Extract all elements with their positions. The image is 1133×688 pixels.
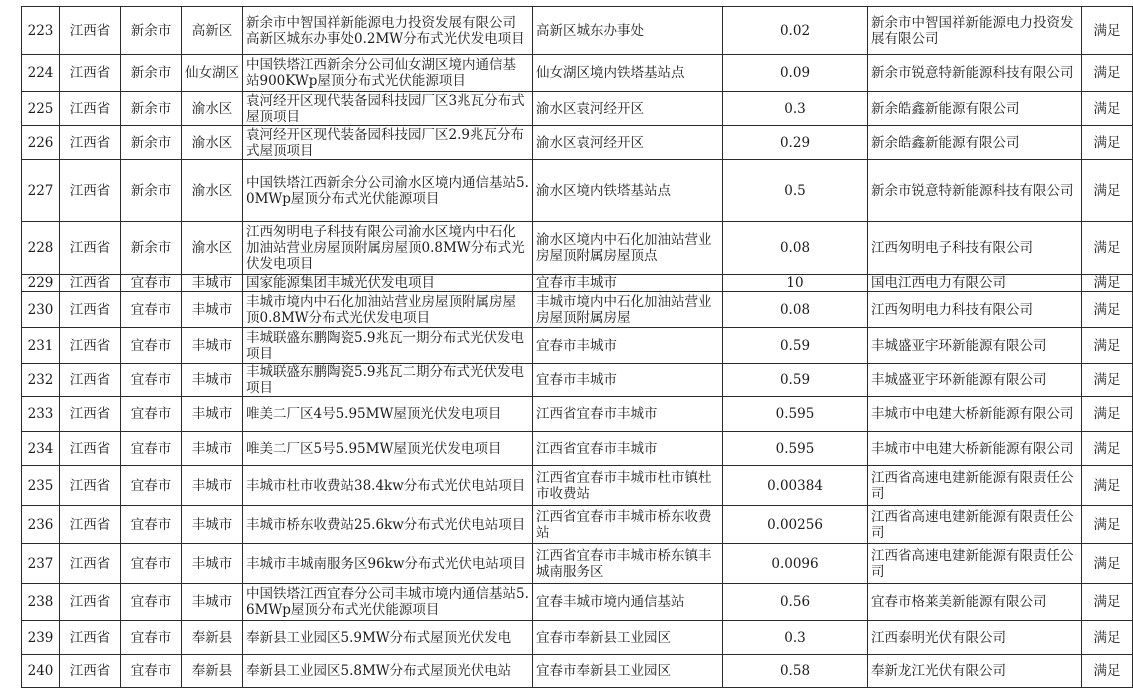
district-cell: 丰城市 [182,432,243,466]
province-cell: 江西省 [60,292,121,328]
project-name-cell: 奉新县工业园区5.8MW分布式屋顶光伏电站 [243,655,533,688]
city-cell: 宜春市 [121,397,182,432]
table-row [22,432,1133,466]
project-name-cell: 奉新县工业园区5.9MW分布式屋顶光伏发电 [243,621,533,655]
province-cell: 江西省 [60,544,121,584]
province-cell: 江西省 [60,397,121,432]
city-cell: 新余市 [121,222,182,275]
company-cell: 奉新龙江光伏有限公司 [868,655,1082,688]
province-cell: 江西省 [60,222,121,275]
company-cell: 新余皓鑫新能源有限公司 [868,92,1082,126]
location-cell: 丰城市境内中石化加油站营业房屋顶附属房屋 [533,292,723,328]
row-number-cell: 236 [22,506,60,544]
location-cell: 江西省宜春市丰城市 [533,432,723,466]
table-row [22,655,1133,688]
province-cell: 江西省 [60,506,121,544]
province-cell: 江西省 [60,160,121,222]
location-cell: 高新区城东办事处 [533,7,723,55]
company-cell: 国电江西电力有限公司 [868,275,1082,292]
row-number-cell: 232 [22,364,60,397]
city-cell: 新余市 [121,126,182,160]
capacity-cell: 0.595 [723,432,868,466]
row-number-cell: 237 [22,544,60,584]
location-cell: 宜春市丰城市 [533,275,723,292]
company-cell: 新余市中智国祥新能源电力投资发展有限公司 [868,7,1082,55]
district-cell: 丰城市 [182,544,243,584]
company-cell: 江西省高速电建新能源有限责任公司 [868,544,1082,584]
location-cell: 渝水区境内铁塔基站点 [533,160,723,222]
table-row [22,397,1133,432]
company-cell: 江西省高速电建新能源有限责任公司 [868,506,1082,544]
capacity-cell: 0.08 [723,222,868,275]
project-name-cell: 丰城市丰城南服务区96kw分布式光伏电站项目 [243,544,533,584]
capacity-cell: 10 [723,275,868,292]
status-cell: 满足 [1082,292,1133,328]
city-cell: 新余市 [121,7,182,55]
row-number-cell: 226 [22,126,60,160]
capacity-cell: 0.595 [723,397,868,432]
district-cell: 丰城市 [182,466,243,506]
location-cell: 江西省宜春市丰城市桥东镇丰城南服务区 [533,544,723,584]
status-cell: 满足 [1082,584,1133,621]
row-number-cell: 229 [22,275,60,292]
status-cell: 满足 [1082,397,1133,432]
capacity-cell: 0.0096 [723,544,868,584]
status-cell: 满足 [1082,222,1133,275]
capacity-cell: 0.00384 [723,466,868,506]
location-cell: 仙女湖区境内铁塔基站点 [533,55,723,92]
status-cell: 满足 [1082,160,1133,222]
location-cell: 江西省宜春市丰城市 [533,397,723,432]
table-row [22,7,1133,55]
status-cell: 满足 [1082,7,1133,55]
city-cell: 宜春市 [121,328,182,364]
status-cell: 满足 [1082,432,1133,466]
province-cell: 江西省 [60,655,121,688]
project-name-cell: 唯美二厂区4号5.95MW屋顶光伏发电项目 [243,397,533,432]
district-cell: 渝水区 [182,126,243,160]
city-cell: 宜春市 [121,292,182,328]
project-name-cell: 中国铁塔江西新余分公司渝水区境内通信基站5.0MWp屋顶分布式光伏能源项目 [243,160,533,222]
location-cell: 江西省宜春市丰城市桥东收费站 [533,506,723,544]
project-name-cell: 丰城联盛东鹏陶瓷5.9兆瓦二期分布式光伏发电项目 [243,364,533,397]
capacity-cell: 0.29 [723,126,868,160]
province-cell: 江西省 [60,432,121,466]
project-name-cell: 丰城市境内中石化加油站营业房屋顶附属房屋顶0.8MW分布式光伏发电项目 [243,292,533,328]
table-row [22,222,1133,275]
capacity-cell: 0.3 [723,92,868,126]
province-cell: 江西省 [60,621,121,655]
capacity-cell: 0.08 [723,292,868,328]
location-cell: 渝水区袁河经开区 [533,92,723,126]
row-number-cell: 230 [22,292,60,328]
district-cell: 丰城市 [182,292,243,328]
row-number-cell: 233 [22,397,60,432]
city-cell: 宜春市 [121,544,182,584]
district-cell: 渝水区 [182,160,243,222]
company-cell: 丰城市中电建大桥新能源有限公司 [868,432,1082,466]
table-row [22,621,1133,655]
status-cell: 满足 [1082,92,1133,126]
project-name-cell: 丰城联盛东鹏陶瓷5.9兆瓦一期分布式光伏发电项目 [243,328,533,364]
row-number-cell: 239 [22,621,60,655]
district-cell: 丰城市 [182,275,243,292]
table-row [22,506,1133,544]
row-number-cell: 234 [22,432,60,466]
capacity-cell: 0.59 [723,328,868,364]
province-cell: 江西省 [60,126,121,160]
district-cell: 丰城市 [182,364,243,397]
project-name-cell: 新余市中智国祥新能源电力投资发展有限公司高新区城东办事处0.2MW分布式光伏发电项目 [243,7,533,55]
city-cell: 宜春市 [121,621,182,655]
project-name-cell: 中国铁塔江西宜春分公司丰城市境内通信基站5.6MWp屋顶分布式光伏能源项目 [243,584,533,621]
company-cell: 江西匆明电力科技有限公司 [868,292,1082,328]
location-cell: 宜春市丰城市 [533,328,723,364]
row-number-cell: 224 [22,55,60,92]
row-number-cell: 231 [22,328,60,364]
project-name-cell: 丰城市桥东收费站25.6kw分布式光伏电站项目 [243,506,533,544]
table-row [22,584,1133,621]
capacity-cell: 0.00256 [723,506,868,544]
table-row [22,364,1133,397]
table-row [22,160,1133,222]
province-cell: 江西省 [60,7,121,55]
row-number-cell: 223 [22,7,60,55]
status-cell: 满足 [1082,621,1133,655]
status-cell: 满足 [1082,364,1133,397]
province-cell: 江西省 [60,92,121,126]
capacity-cell: 0.58 [723,655,868,688]
location-cell: 宜春丰城市境内通信基站 [533,584,723,621]
table-row [22,292,1133,328]
table-row [22,275,1133,292]
status-cell: 满足 [1082,275,1133,292]
province-cell: 江西省 [60,466,121,506]
row-number-cell: 227 [22,160,60,222]
status-cell: 满足 [1082,126,1133,160]
table-row [22,92,1133,126]
pv-project-table [21,6,1133,688]
district-cell: 渝水区 [182,92,243,126]
row-number-cell: 238 [22,584,60,621]
city-cell: 宜春市 [121,506,182,544]
project-name-cell: 丰城市杜市收费站38.4kw分布式光伏电站项目 [243,466,533,506]
location-cell: 江西省宜春市丰城市杜市镇杜市收费站 [533,466,723,506]
status-cell: 满足 [1082,655,1133,688]
district-cell: 高新区 [182,7,243,55]
province-cell: 江西省 [60,328,121,364]
company-cell: 江西泰明光伏有限公司 [868,621,1082,655]
district-cell: 奉新县 [182,655,243,688]
district-cell: 仙女湖区 [182,55,243,92]
city-cell: 新余市 [121,55,182,92]
table-row [22,544,1133,584]
district-cell: 丰城市 [182,506,243,544]
province-cell: 江西省 [60,364,121,397]
status-cell: 满足 [1082,328,1133,364]
row-number-cell: 225 [22,92,60,126]
district-cell: 奉新县 [182,621,243,655]
company-cell: 丰城盛亚宇环新能源有限公司 [868,328,1082,364]
province-cell: 江西省 [60,55,121,92]
city-cell: 新余市 [121,160,182,222]
district-cell: 丰城市 [182,397,243,432]
status-cell: 满足 [1082,466,1133,506]
project-name-cell: 袁河经开区现代装备园科技园厂区2.9兆瓦分布式屋顶项目 [243,126,533,160]
city-cell: 宜春市 [121,466,182,506]
project-name-cell: 唯美二厂区5号5.95MW屋顶光伏发电项目 [243,432,533,466]
table-row [22,55,1133,92]
company-cell: 新余市锐意特新能源科技有限公司 [868,55,1082,92]
company-cell: 宜春市格莱美新能源有限公司 [868,584,1082,621]
location-cell: 宜春市奉新县工业园区 [533,655,723,688]
district-cell: 丰城市 [182,584,243,621]
status-cell: 满足 [1082,506,1133,544]
capacity-cell: 0.5 [723,160,868,222]
city-cell: 新余市 [121,92,182,126]
city-cell: 宜春市 [121,364,182,397]
location-cell: 宜春市奉新县工业园区 [533,621,723,655]
company-cell: 丰城市中电建大桥新能源有限公司 [868,397,1082,432]
company-cell: 江西匆明电子科技有限公司 [868,222,1082,275]
city-cell: 宜春市 [121,432,182,466]
project-name-cell: 袁河经开区现代装备园科技园厂区3兆瓦分布式屋顶项目 [243,92,533,126]
capacity-cell: 0.56 [723,584,868,621]
company-cell: 新余皓鑫新能源有限公司 [868,126,1082,160]
capacity-cell: 0.3 [723,621,868,655]
row-number-cell: 240 [22,655,60,688]
status-cell: 满足 [1082,55,1133,92]
capacity-cell: 0.02 [723,7,868,55]
row-number-cell: 235 [22,466,60,506]
project-name-cell: 江西匆明电子科技有限公司渝水区境内中石化加油站营业房屋顶附属房屋顶0.8MW分布式光伏发电项目 [243,222,533,275]
location-cell: 宜春市丰城市 [533,364,723,397]
district-cell: 丰城市 [182,328,243,364]
company-cell: 江西省高速电建新能源有限责任公司 [868,466,1082,506]
province-cell: 江西省 [60,584,121,621]
location-cell: 渝水区境内中石化加油站营业房屋顶附属房屋顶点 [533,222,723,275]
project-name-cell: 国家能源集团丰城光伏发电项目 [243,275,533,292]
row-number-cell: 228 [22,222,60,275]
capacity-cell: 0.59 [723,364,868,397]
company-cell: 丰城盛亚宇环新能源有限公司 [868,364,1082,397]
city-cell: 宜春市 [121,655,182,688]
table-row [22,328,1133,364]
table-row [22,126,1133,160]
province-cell: 江西省 [60,275,121,292]
capacity-cell: 0.09 [723,55,868,92]
project-name-cell: 中国铁塔江西新余分公司仙女湖区境内通信基站900KWp屋顶分布式光伏能源项目 [243,55,533,92]
table-row [22,466,1133,506]
district-cell: 渝水区 [182,222,243,275]
city-cell: 宜春市 [121,584,182,621]
company-cell: 新余市锐意特新能源科技有限公司 [868,160,1082,222]
status-cell: 满足 [1082,544,1133,584]
location-cell: 渝水区袁河经开区 [533,126,723,160]
city-cell: 宜春市 [121,275,182,292]
